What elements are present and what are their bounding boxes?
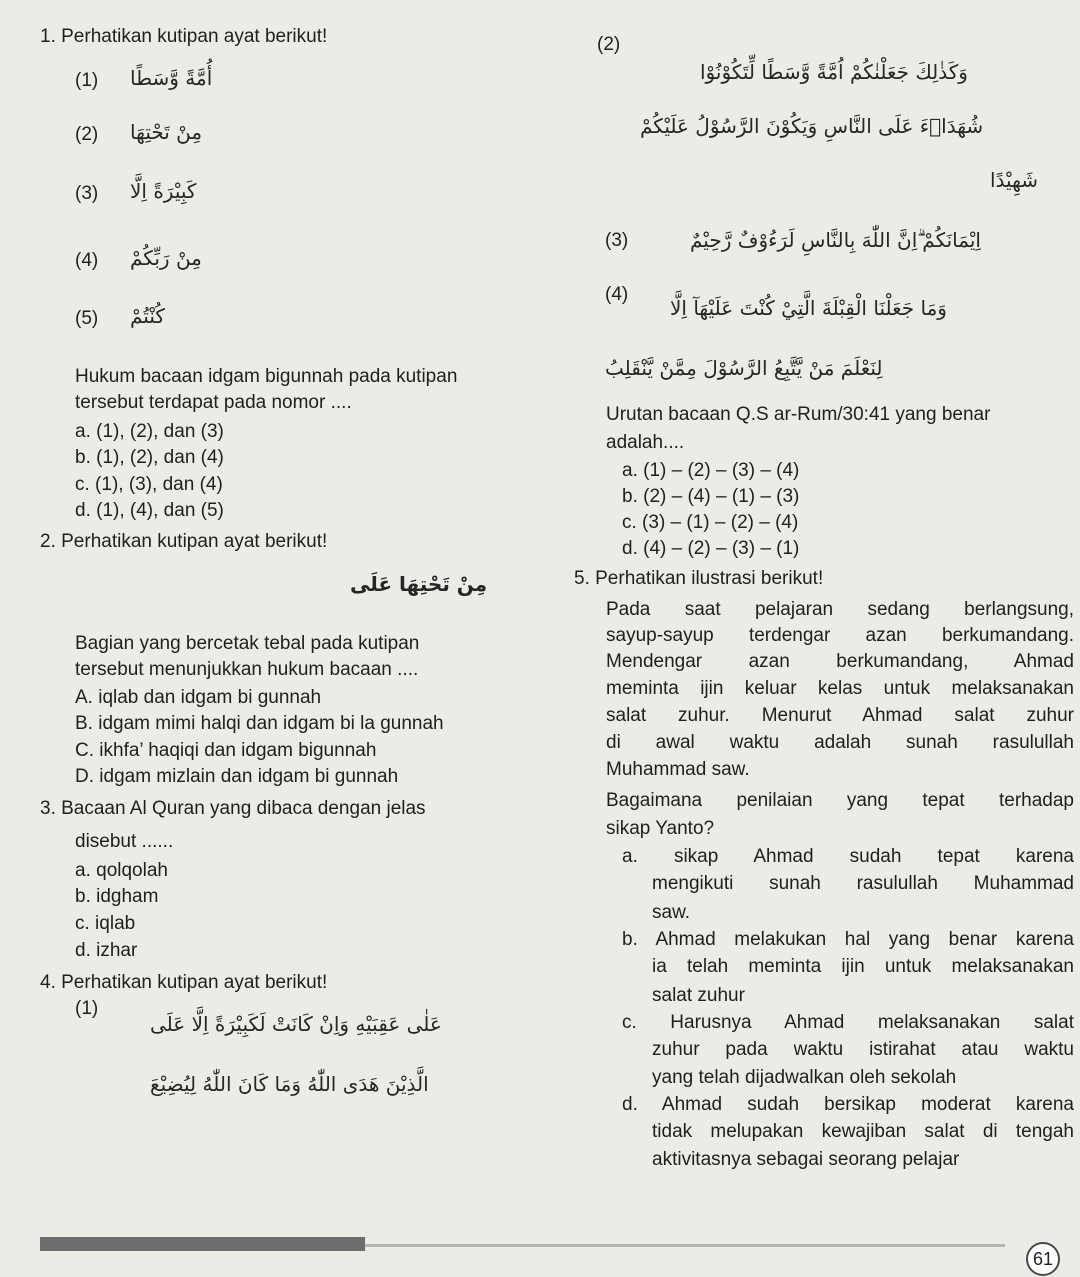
q1-question: tersebut terdapat pada nomor .... bbox=[75, 392, 352, 413]
q5-story-line: Muhammad saw. bbox=[606, 759, 750, 780]
q2-option-d[interactable]: D. idgam mizlain dan idgam bi gunnah bbox=[75, 766, 399, 787]
q5-story-line: Pada saat pelajaran sedang berlangsung, bbox=[606, 599, 1074, 620]
q5-option-b[interactable]: b. Ahmad melakukan hal yang benar karena bbox=[622, 929, 1074, 950]
q1-stem: 1. Perhatikan kutipan ayat berikut! bbox=[40, 26, 328, 47]
q2-arabic: مِنْ تَحْتِهَا عَلَى bbox=[350, 572, 488, 596]
q4-item4-arabic: لِنَعْلَمَ مَنْ يَّتَّبِعُ الرَّسُوْلَ مِمَّنْ يَّنْقَلِبُ bbox=[605, 356, 883, 380]
q4-item-num: (4) bbox=[605, 284, 629, 305]
q3-option-d[interactable]: d. izhar bbox=[75, 940, 138, 961]
q5-option-d-cont: tidak melupakan kewajiban salat di tengah bbox=[652, 1121, 1074, 1142]
q4-item2-arabic: وَكَذٰلِكَ جَعَلْنٰكُمْ اُمَّةً وَّسَطًا لِّتَكُوْنُوْا bbox=[700, 60, 968, 84]
q2-stem: 2. Perhatikan kutipan ayat berikut! bbox=[40, 531, 328, 552]
q3-option-a[interactable]: a. qolqolah bbox=[75, 860, 168, 881]
q4-stem: 4. Perhatikan kutipan ayat berikut! bbox=[40, 972, 328, 993]
q5-option-c[interactable]: c. Harusnya Ahmad melaksanakan salat bbox=[622, 1012, 1074, 1033]
q5-story-line: meminta ijin keluar kelas untuk melaksanakan bbox=[606, 678, 1074, 699]
q1-item-arabic: كَبِيْرَةً اِلَّا bbox=[130, 179, 197, 203]
q5-option-b-cont: ia telah meminta ijin untuk melaksanakan bbox=[652, 956, 1074, 977]
q4-option-c[interactable]: c. (3) – (1) – (2) – (4) bbox=[622, 512, 799, 533]
q3-option-b[interactable]: b. idgham bbox=[75, 886, 159, 907]
q5-option-c-cont: zuhur pada waktu istirahat atau waktu bbox=[652, 1039, 1074, 1060]
q5-stem: 5. Perhatikan ilustrasi berikut! bbox=[574, 568, 824, 589]
q4-item1-arabic: الَّذِيْنَ هَدَى اللّٰهُ وَمَا كَانَ اللّٰهُ لِيُضِيْعَ bbox=[150, 1072, 429, 1096]
q1-item-num: (1) bbox=[75, 70, 99, 91]
q5-option-d-cont: aktivitasnya sebagai seorang pelajar bbox=[652, 1149, 960, 1170]
q5-story-line: salat zuhur. Menurut Ahmad salat zuhur bbox=[606, 705, 1074, 726]
q1-item-num: (4) bbox=[75, 250, 99, 271]
q4-option-d[interactable]: d. (4) – (2) – (3) – (1) bbox=[622, 538, 800, 559]
q4-option-a[interactable]: a. (1) – (2) – (3) – (4) bbox=[622, 460, 800, 481]
q5-story-line: sayup-sayup terdengar azan berkumandang. bbox=[606, 625, 1074, 646]
q1-item-arabic: كُنْتُمْ bbox=[130, 304, 165, 328]
q5-question: Bagaimana penilaian yang tepat terhadap bbox=[606, 790, 1074, 811]
q1-item-num: (2) bbox=[75, 124, 99, 145]
q5-story-line: di awal waktu adalah sunah rasulullah bbox=[606, 732, 1074, 753]
q1-question: Hukum bacaan idgam bigunnah pada kutipan bbox=[75, 366, 458, 387]
footer-bar bbox=[40, 1237, 365, 1251]
q4-item1-arabic: عَلٰى عَقِبَيْهِ وَاِنْ كَانَتْ لَكَبِيْرَةً اِلَّا عَلَى bbox=[150, 1012, 442, 1036]
q4-option-b[interactable]: b. (2) – (4) – (1) – (3) bbox=[622, 486, 800, 507]
q2-option-b[interactable]: B. idgam mimi halqi dan idgam bi la gunnah bbox=[75, 713, 444, 734]
q2-question: tersebut menunjukkan hukum bacaan .... bbox=[75, 659, 419, 680]
q5-option-a[interactable]: a. sikap Ahmad sudah tepat karena bbox=[622, 846, 1074, 867]
q4-item-num: (3) bbox=[605, 230, 629, 251]
q1-option-a[interactable]: a. (1), (2), dan (3) bbox=[75, 421, 224, 442]
q4-item2-arabic: شَهِيْدًا bbox=[990, 168, 1039, 192]
q1-option-b[interactable]: b. (1), (2), dan (4) bbox=[75, 447, 224, 468]
footer-divider bbox=[365, 1244, 1005, 1247]
q1-item-arabic: أُمَّةً وَّسَطًا bbox=[130, 66, 213, 90]
q3-question: 3. Bacaan Al Quran yang dibaca dengan jelas bbox=[40, 798, 426, 819]
q5-option-a-cont: mengikuti sunah rasulullah Muhammad bbox=[652, 873, 1074, 894]
q5-option-c-cont: yang telah dijadwalkan oleh sekolah bbox=[652, 1067, 957, 1088]
q5-story-line: Mendengar azan berkumandang, Ahmad bbox=[606, 651, 1074, 672]
q3-option-c[interactable]: c. iqlab bbox=[75, 913, 136, 934]
q2-option-c[interactable]: C. ikhfa’ haqiqi dan idgam bigunnah bbox=[75, 740, 377, 761]
q2-option-a[interactable]: A. iqlab dan idgam bi gunnah bbox=[75, 687, 322, 708]
q5-option-a-cont: saw. bbox=[652, 902, 691, 923]
q1-option-c[interactable]: c. (1), (3), dan (4) bbox=[75, 474, 223, 495]
q4-item2-arabic: شُهَدَاۤءَ عَلَى النَّاسِ وَيَكُوْنَ الرَّسُوْلُ عَلَيْكُمْ bbox=[640, 114, 984, 138]
q2-question: Bagian yang bercetak tebal pada kutipan bbox=[75, 633, 420, 654]
q1-item-num: (3) bbox=[75, 183, 99, 204]
q4-item4-arabic: وَمَا جَعَلْنَا الْقِبْلَةَ الَّتِيْ كُنْتَ عَلَيْهَآ اِلَّا bbox=[670, 296, 947, 320]
q4-item-num: (2) bbox=[597, 34, 621, 55]
q5-option-d[interactable]: d. Ahmad sudah bersikap moderat karena bbox=[622, 1094, 1074, 1115]
q5-question: sikap Yanto? bbox=[606, 818, 715, 839]
q1-item-num: (5) bbox=[75, 308, 99, 329]
q1-option-d[interactable]: d. (1), (4), dan (5) bbox=[75, 500, 224, 521]
page-number: 61 bbox=[1026, 1242, 1060, 1276]
q3-question: disebut ...... bbox=[75, 831, 174, 852]
q5-option-b-cont: salat zuhur bbox=[652, 985, 745, 1006]
q4-item3-arabic: اِيْمَانَكُمْ ۗاِنَّ اللّٰهَ بِالنَّاسِ لَرَءُوْفٌ رَّحِيْمٌ bbox=[690, 228, 981, 252]
q1-item-arabic: مِنْ رَبِّكُمْ bbox=[130, 246, 202, 270]
q4-question: adalah.... bbox=[606, 432, 685, 453]
q4-item-num: (1) bbox=[75, 998, 99, 1019]
q4-question: Urutan bacaan Q.S ar-Rum/30:41 yang benar bbox=[606, 404, 991, 425]
q1-item-arabic: مِنْ تَحْتِهَا bbox=[130, 120, 203, 144]
